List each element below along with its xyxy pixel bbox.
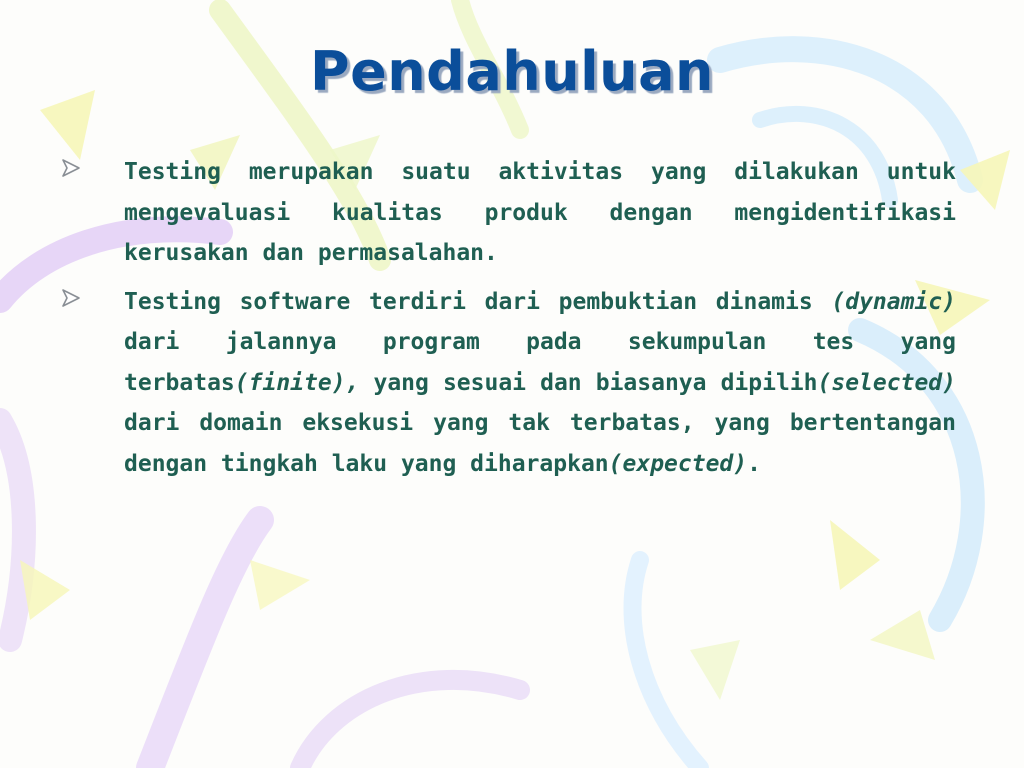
bullet-item xyxy=(60,152,956,274)
text-segment: dari domain eksekusi yang tak terbatas, yang bertentangan dengan tingkah laku yang diharapkan xyxy=(124,410,956,477)
italic-term: (expected) xyxy=(608,450,748,477)
text-segment: . xyxy=(747,450,761,477)
text-segment: Testing merupakan suatu aktivitas yang dilakukan untuk mengevaluasi kualitas produk dengan mengidentifikasi kerusakan dan permasalahan. xyxy=(124,159,956,266)
slide-title: Pendahuluan xyxy=(310,40,714,103)
bullet-list xyxy=(60,152,956,492)
arrow-bullet-icon xyxy=(60,157,82,179)
italic-term: (selected) xyxy=(817,369,956,396)
bullet-item xyxy=(60,282,956,485)
italic-term: (dynamic) xyxy=(831,288,956,315)
arrow-bullet-icon xyxy=(60,287,82,309)
bullet-text xyxy=(124,282,956,485)
bullet-text xyxy=(124,152,956,274)
italic-term: (finite), xyxy=(234,369,360,396)
text-segment: Testing software terdiri dari pembuktian dinamis xyxy=(124,288,832,315)
text-segment: yang sesuai dan biasanya dipilih xyxy=(359,369,818,396)
text-segment: dari jalannya program pada sekumpulan tes yang terbatas xyxy=(124,329,956,396)
